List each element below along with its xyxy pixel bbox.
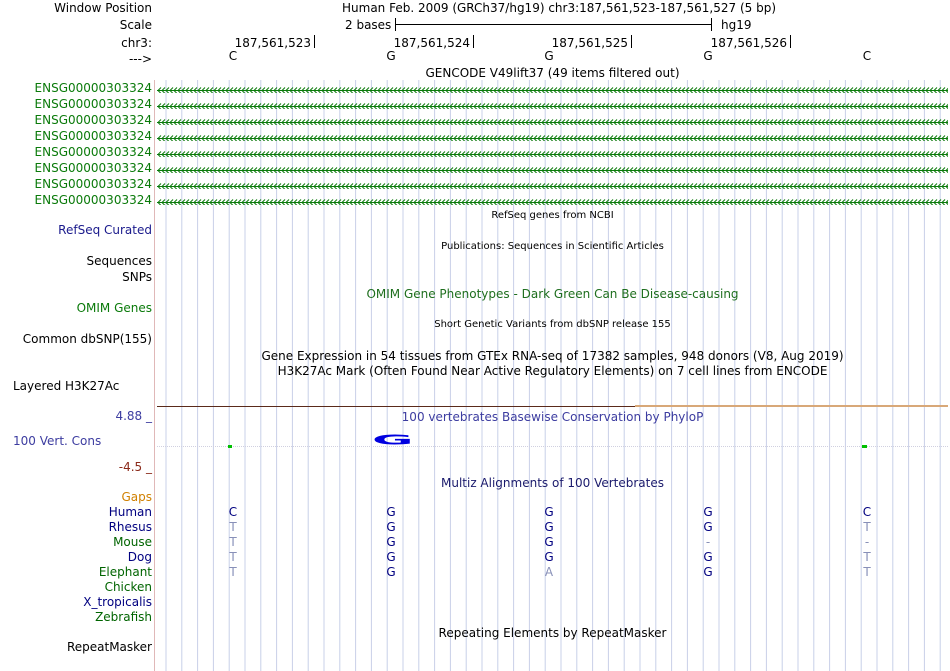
alignment-species-label[interactable]: Elephant: [98, 565, 152, 579]
scale-bar-right-tick: [711, 18, 712, 31]
alignment-base: G: [544, 535, 554, 549]
scale-bar-text: 2 bases: [345, 18, 392, 32]
assembly-position-text: Human Feb. 2009 (GRCh37/hg19) chr3:187,561,523-187,561,527 (5 bp): [342, 1, 777, 15]
alignment-base: T: [229, 520, 237, 534]
h3k27ac-signal-line: [157, 406, 635, 407]
refseq-track-title: RefSeq genes from NCBI: [491, 210, 614, 221]
alignment-base: G: [386, 520, 396, 534]
window-position-label: Window Position: [54, 1, 152, 15]
gencode-gene-feature[interactable]: [157, 164, 948, 173]
vert-cons-label[interactable]: 100 Vert. Cons: [13, 434, 102, 448]
scale-bar: [395, 24, 711, 25]
strand-label: --->: [128, 52, 152, 66]
alignment-base: T: [229, 535, 237, 549]
alignment-base: G: [386, 550, 396, 564]
gencode-gene-label[interactable]: ENSG00000303324: [34, 113, 152, 127]
alignment-species-label[interactable]: Rhesus: [108, 520, 152, 534]
alignment-base: -: [705, 535, 711, 549]
conservation-track-title: 100 vertebrates Basewise Conservation by PhyloP: [401, 410, 704, 424]
gencode-gene-feature[interactable]: [157, 148, 948, 157]
reference-base: G: [703, 49, 713, 63]
ruler-tick: [790, 35, 791, 48]
alignment-base: G: [544, 505, 554, 519]
h3k27ac-signal-line-right: [635, 405, 948, 407]
conservation-max-label: 4.88 _: [115, 409, 152, 423]
conservation-mark-left: [228, 445, 232, 448]
alignment-base: T: [863, 565, 871, 579]
reference-base: C: [862, 49, 872, 63]
ruler-tick: [473, 35, 474, 48]
repeatmasker-track-title: Repeating Elements by RepeatMasker: [438, 626, 667, 640]
alignment-base: -: [864, 535, 870, 549]
alignment-species-label[interactable]: Mouse: [113, 535, 152, 549]
publications-track-title: Publications: Sequences in Scientific Articles: [441, 241, 664, 252]
alignment-species-label[interactable]: Human: [108, 505, 152, 519]
conservation-logo-g: G: [372, 433, 414, 449]
ruler-position-label: 187,561,525: [551, 36, 628, 50]
gencode-gene-feature[interactable]: [157, 132, 948, 141]
alignment-base: G: [703, 505, 713, 519]
dbsnp-track-title: Short Genetic Variants from dbSNP release 155: [434, 319, 671, 330]
gencode-gene-label[interactable]: ENSG00000303324: [34, 161, 152, 175]
alignment-base: G: [386, 565, 396, 579]
alignment-base: G: [703, 520, 713, 534]
alignment-species-label[interactable]: Chicken: [104, 580, 152, 594]
gencode-gene-label[interactable]: ENSG00000303324: [34, 145, 152, 159]
alignment-base: T: [229, 550, 237, 564]
alignment-base: G: [386, 535, 396, 549]
scale-label: Scale: [119, 18, 152, 32]
alignment-species-label[interactable]: X_tropicalis: [83, 595, 152, 609]
gencode-gene-label[interactable]: ENSG00000303324: [34, 177, 152, 191]
omim-track-title: OMIM Gene Phenotypes - Dark Green Can Be Disease-causing: [366, 287, 739, 301]
multiz-track-title: Multiz Alignments of 100 Vertebrates: [440, 476, 665, 490]
sequences-label[interactable]: Sequences: [86, 254, 152, 268]
ruler-tick: [631, 35, 632, 48]
gencode-gene-label[interactable]: ENSG00000303324: [34, 129, 152, 143]
scale-bar-left-tick: [395, 18, 396, 31]
gencode-gene-label[interactable]: ENSG00000303324: [34, 81, 152, 95]
reference-base: G: [544, 49, 554, 63]
reference-base: G: [386, 49, 396, 63]
alignment-base: G: [544, 550, 554, 564]
layered-h3k27ac-label[interactable]: Layered H3K27Ac: [13, 379, 120, 393]
ruler-position-label: 187,561,524: [393, 36, 470, 50]
conservation-min-label: -4.5 _: [118, 460, 152, 474]
snps-label[interactable]: SNPs: [122, 270, 152, 284]
ruler-position-label: 187,561,526: [710, 36, 787, 50]
ruler-position-label: 187,561,523: [234, 36, 311, 50]
gencode-gene-feature[interactable]: [157, 196, 948, 205]
alignment-base: C: [862, 505, 872, 519]
ruler-tick: [314, 35, 315, 48]
reference-base: C: [228, 49, 238, 63]
conservation-mark-right: [862, 445, 867, 448]
gencode-gene-feature[interactable]: [157, 100, 948, 109]
gtex-track-title: Gene Expression in 54 tissues from GTEx RNA-seq of 17382 samples, 948 donors (V8, Aug 2019): [261, 349, 844, 363]
alignment-base: T: [863, 520, 871, 534]
alignment-species-label[interactable]: Zebrafish: [95, 610, 152, 624]
alignment-base: A: [544, 565, 554, 579]
gencode-gene-feature[interactable]: [157, 84, 948, 93]
alignment-species-label[interactable]: Dog: [127, 550, 152, 564]
omim-genes-label[interactable]: OMIM Genes: [76, 301, 152, 315]
alignment-base: G: [703, 550, 713, 564]
gaps-label[interactable]: Gaps: [121, 490, 152, 504]
gencode-track-title: GENCODE V49lift37 (49 items filtered out): [425, 66, 680, 80]
repeatmasker-label[interactable]: RepeatMasker: [66, 640, 152, 654]
refseq-curated-label[interactable]: RefSeq Curated: [58, 223, 152, 237]
alignment-base: G: [544, 520, 554, 534]
h3k27ac-track-title: H3K27Ac Mark (Often Found Near Active Regulatory Elements) on 7 cell lines from ENCODE: [277, 364, 828, 378]
alignment-base: T: [863, 550, 871, 564]
gencode-gene-feature[interactable]: [157, 116, 948, 125]
conservation-baseline: [157, 446, 948, 447]
common-dbsnp-label[interactable]: Common dbSNP(155): [22, 332, 152, 346]
gencode-gene-feature[interactable]: [157, 180, 948, 189]
alignment-base: G: [703, 565, 713, 579]
alignment-base: C: [228, 505, 238, 519]
gencode-gene-label[interactable]: ENSG00000303324: [34, 193, 152, 207]
scale-db-label: hg19: [721, 18, 752, 32]
alignment-base: G: [386, 505, 396, 519]
gencode-gene-label[interactable]: ENSG00000303324: [34, 97, 152, 111]
alignment-base: T: [229, 565, 237, 579]
chrom-label: chr3:: [121, 36, 152, 50]
